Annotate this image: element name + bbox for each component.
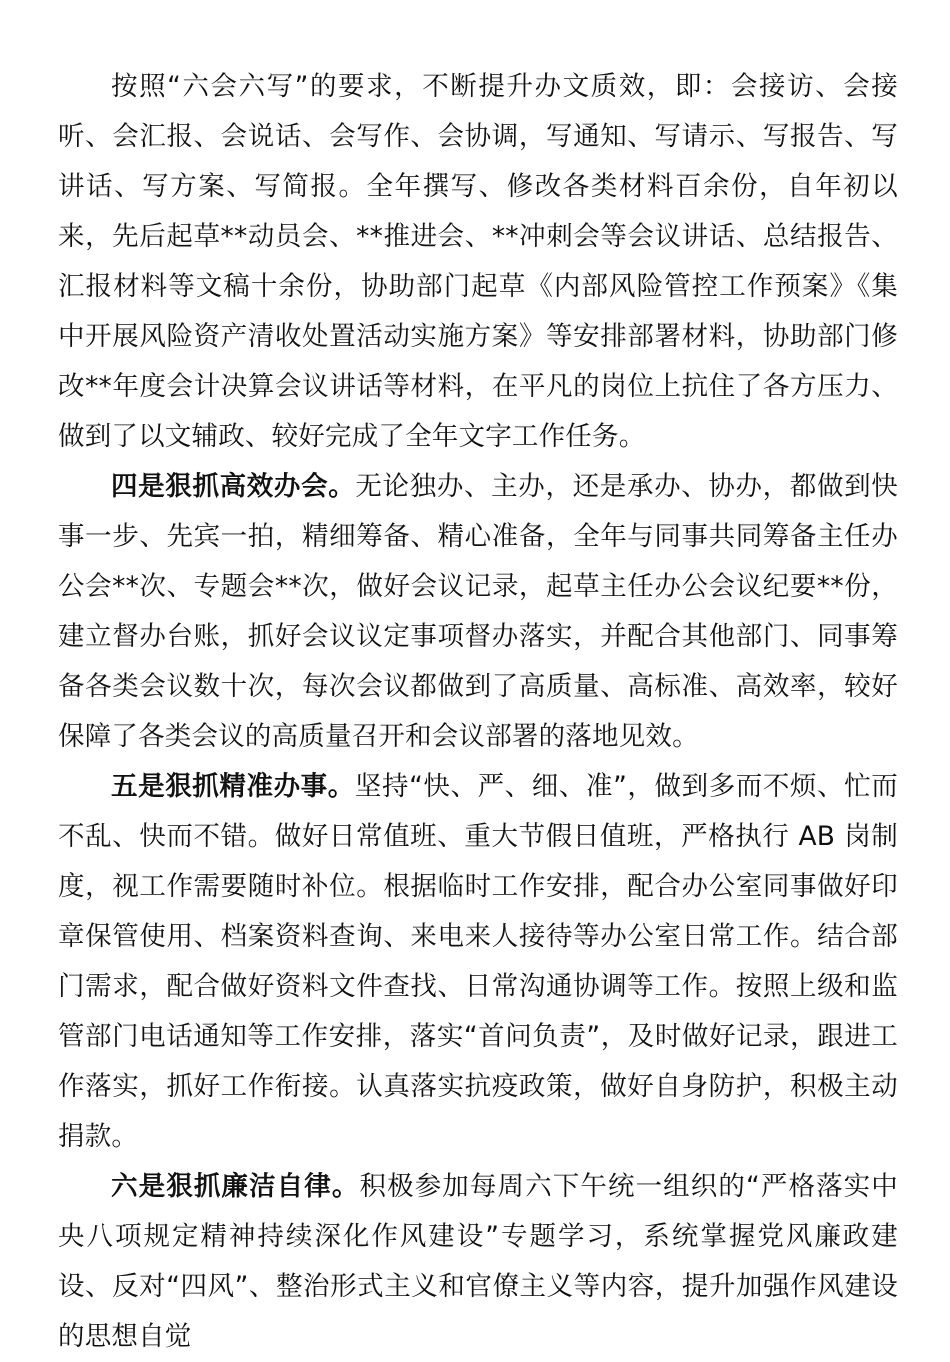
paragraph-efficient-meetings — [58, 462, 898, 762]
paragraph-heading: 五是狠抓精准办事。 — [111, 771, 355, 802]
paragraph-text: 无论独办、主办，还是承办、协办，都做到快事一步、先宾一拍，精细筹备、精心准备，全年与同事共同筹备主任办公会**次、专题会**次，做好会议记录，起草主任办公会议纪要**份，建立督办台账，抓好会议议定事项督办落实，并配合其他部门、同事筹备各类会议数十次，每次会议都做到了高质量、高标准、高效率，较好保障了各类会议的高质量召开和会议部署的落地见效。 — [58, 471, 898, 752]
paragraph-text: 积极参加每周六下午统一组织的“严格落实中央八项规定精神持续深化作风建设”专题学习，系统掌握党风廉政建设、反对“四风”、整治形式主义和官僚主义等内容，提升加强作风建设的思想自觉 — [58, 1171, 898, 1352]
paragraph-heading: 四是狠抓高效办会。 — [111, 471, 356, 502]
paragraph-text: 按照“六会六写”的要求，不断提升办文质效，即：会接访、会接听、会汇报、会说话、会写作、会协调，写通知、写请示、写报告、写讲话、写方案、写简报。全年撰写、修改各类材料百余份，自年初以来，先后起草**动员会、**推进会、**冲刺会等会议讲话、总结报告、汇报材料等文稿十余份，协助部门起草《内部风险管控工作预案》《集中开展风险资产清收处置活动实施方案》等安排部署材料，协助部门修改**年度会计决算会议讲话等材料，在平凡的岗位上抗住了各方压力、做到了以文辅政、较好完成了全年文字工作任务。 — [58, 71, 898, 452]
paragraph-integrity-discipline — [58, 1162, 898, 1362]
document-body — [58, 62, 898, 1362]
paragraph-text: 坚持“快、严、细、准”，做到多而不烦、忙而不乱、快而不错。做好日常值班、重大节假日值班，严格执行 AB 岗制度，视工作需要随时补位。根据临时工作安排，配合办公室同事做好印章保管使用、档案资料查询、来电来人接待等办公室日常工作。结合部门需求，配合做好资料文件查找、日常沟通协调等工作。按照上级和监管部门电话通知等工作安排，落实“首问负责”，及时做好记录，跟进工作落实，抓好工作衔接。认真落实抗疫政策，做好自身防护，积极主动捐款。 — [58, 771, 898, 1152]
paragraph-precise-affairs — [58, 762, 898, 1162]
paragraph-heading: 六是狠抓廉洁自律。 — [111, 1171, 360, 1202]
paragraph-office-writing — [58, 62, 898, 462]
